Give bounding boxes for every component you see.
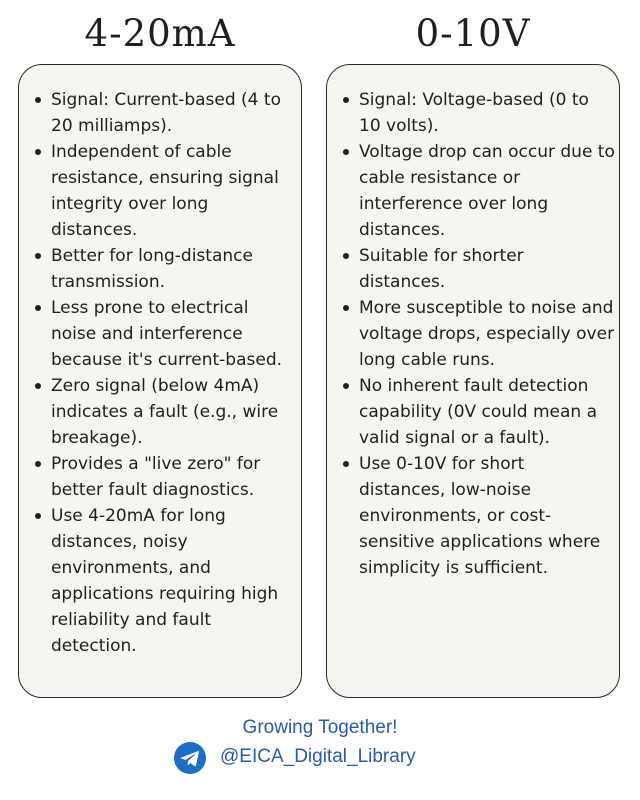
list-item: Suitable for shorter distances. [341,243,615,295]
list-item: Signal: Voltage-based (0 to 10 volts). [341,87,615,139]
list-item: Voltage drop can occur due to cable resistance or interference over long distances. [341,139,615,243]
list-0-10v [341,87,615,581]
list-item: More susceptible to noise and voltage drops, especially over long cable runs. [341,295,615,373]
footer-handle-row[interactable] [0,742,640,774]
list-item: Better for long-distance transmission. [33,243,297,295]
list-item: Use 4-20mA for long distances, noisy environments, and applications requiring high reliability and fault detection. [33,503,297,659]
list-item: No inherent fault detection capability (0V could mean a valid signal or a fault). [341,373,615,451]
list-item: Independent of cable resistance, ensuring signal integrity over long distances. [33,139,297,243]
list-item: Less prone to electrical noise and interference because it's current-based. [33,295,297,373]
telegram-icon[interactable] [174,742,206,774]
list-item: Provides a "live zero" for better fault diagnostics. [33,451,297,503]
card-4-20ma [18,64,302,698]
list-item: Zero signal (below 4mA) indicates a fault (e.g., wire breakage). [33,373,297,451]
card-0-10v [326,64,620,698]
list-item: Signal: Current-based (4 to 20 milliamps). [33,87,297,139]
title-4-20ma: 4-20mA [84,12,236,55]
list-item: Use 0-10V for short distances, low-noise environments, or cost-sensitive applications where simplicity is sufficient. [341,451,615,581]
list-4-20ma [33,87,297,659]
footer-tagline: Growing Together! [242,717,398,738]
footer-handle[interactable]: @EICA_Digital_Library [220,746,416,767]
title-0-10v: 0-10V [415,12,531,55]
